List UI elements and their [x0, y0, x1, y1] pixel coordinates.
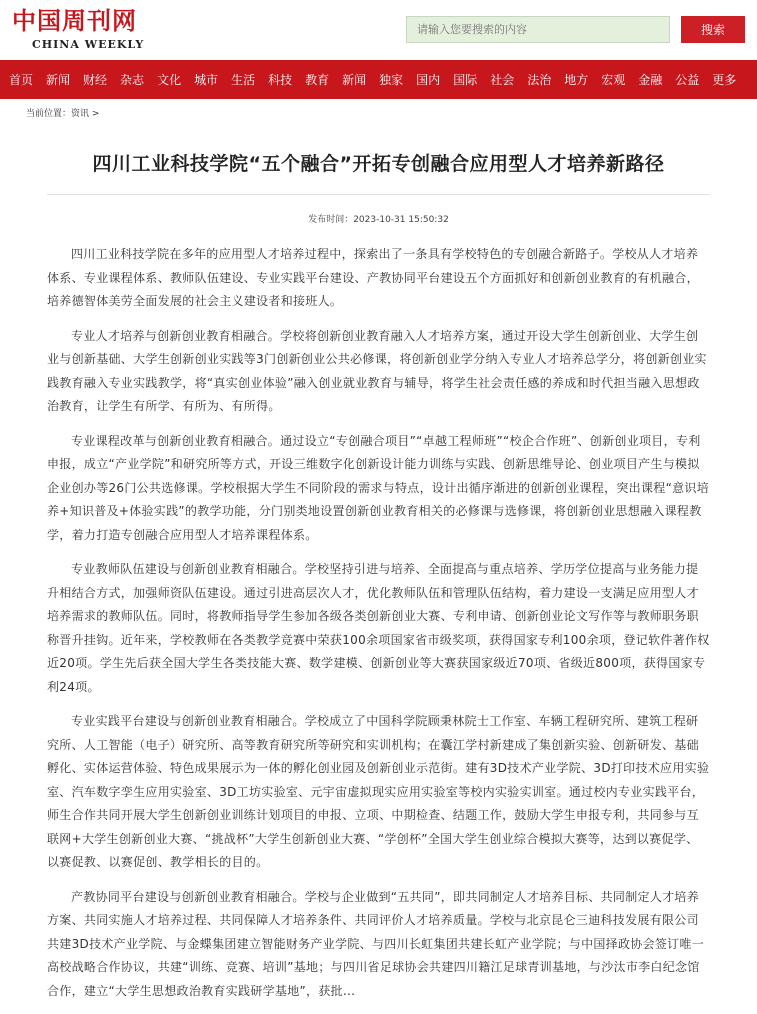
logo-english-text: CHINA WEEKLY [32, 38, 145, 51]
nav-item-law[interactable]: 法治 [527, 73, 552, 87]
article-paragraph: 产教协同平台建设与创新创业教育相融合。学校与企业做到“五共同”，即共同制定人才培养目标、共同制定人才培养方案、共同实施人才培养过程、共同保障人才培养条件、共同评价人才培养质量。学校与北京昆仑三迪科技发展有限公司共建3D技术产业学院、与金蝶集团建立智能财务产业学院、与四川长虹集团共建长虹产业学院；与中国择政协会签订唯一高校战略合作协议，共建“训练、竞赛、培训”基地；与四川省足球协会共建四川籍江足球青训基地，与沙汰市李白纪念馆合作，建立“大学生思想政治教育实践研学基地”，获批... [47, 889, 705, 998]
title-divider [47, 194, 710, 195]
nav-item-news-2[interactable]: 新闻 [342, 73, 367, 87]
nav-item-macro[interactable]: 宏观 [601, 73, 626, 87]
nav-item-magazine[interactable]: 杂志 [120, 73, 145, 87]
main-nav [0, 60, 757, 99]
article-paragraph: 四川工业科技学院在多年的应用型人才培养过程中，探索出了一条具有学校特色的专创融合新路子。学校从人才培养体系、专业课程体系、教师队伍建设、专业实践平台建设、产教协同平台建设五个方面抓好和创新创业教育的有机融合，培养德智体美劳全面发展的社会主义建设者和接班人。 [47, 247, 699, 308]
nav-item-domestic[interactable]: 国内 [416, 73, 441, 87]
publish-time: 发布时间：2023-10-31 15:50:32 [308, 215, 449, 225]
article-paragraph: 专业人才培养与创新创业教育相融合。学校将创新创业教育融入人才培养方案，通过开设大学生创新创业、大学生创业与创新基础、大学生创新创业实践等3门创新创业公共必修课，将创新创业学分纳入专业人才培养总学分，将创新创业实践教育融入专业实践教学，将“真实创业体验”融入创业就业教育与辅导，将学生社会责任感的养成和时代担当融入思想政治教育，让学生有所学、有所为、有所得。 [47, 328, 707, 413]
nav-item-society[interactable]: 社会 [490, 73, 515, 87]
logo-chinese-text: 中国周刊网 [12, 6, 137, 35]
search-button[interactable]: 搜索 [681, 16, 745, 43]
nav-item-culture[interactable]: 文化 [157, 73, 182, 87]
article-paragraph: 专业实践平台建设与创新创业教育相融合。学校成立了中国科学院顾秉林院士工作室、车辆工程研究所、建筑工程研究所、人工智能（电子）研究所、高等教育研究所等研究和实训机构；在囊江学村新建成了集创新实验、创新研发、基础孵化、实体运营体验、特色成果展示为一体的孵化创业园及创新创业示范街。建有3D技术产业学院、3D打印技术应用实验室、汽车数字孪生应用实验室、3D工坊实验室、元宇宙虚拟现实应用实验室等校内实验实训室。通过校内专业实践平台，师生合作共同开展大学生创新创业训练计划项目的申报、立项、中期检查、结题工作，鼓励大学生申报专利，共同参与互联网+大学生创新创业大赛、“挑战杯”大学生创新创业大赛、“学创杯”全国大学生创业综合模拟大赛等，达到以赛促学、以赛促教、以赛促创、教学相长的目的。 [47, 714, 710, 869]
nav-item-local[interactable]: 地方 [564, 73, 589, 87]
article-title: 四川工业科技学院“五个融合”开拓专创融合应用型人才培养新路径 [92, 153, 665, 175]
article [47, 130, 710, 1014]
article-paragraph: 专业课程改革与创新创业教育相融合。通过设立“专创融合项目”“卓越工程师班”“校企合作班”、创新创业项目，专利申报，成立“产业学院”和研究所等方式，开设三维数字化创新设计能力训练与实践、创新思维导论、创业项目产生与模拟企业创办等26门公共选修课。学校根据大学生不同阶段的需求与特点，设计出循序渐进的创新创业课程，突出课程“意识培养+知识普及+体验实践”的教学功能，分门别类地设置创新创业教育相关的必修课与选修课，将创新创业思想融入课程教学，着力打造专创融合应用型人才培养课程体系。 [47, 433, 709, 542]
nav-item-city[interactable]: 城市 [194, 73, 219, 87]
site-logo[interactable] [12, 6, 152, 51]
nav-item-education[interactable]: 教育 [305, 73, 330, 87]
nav-item-tech[interactable]: 科技 [268, 73, 293, 87]
search-input[interactable] [406, 16, 670, 43]
nav-item-exclusive[interactable]: 独家 [379, 73, 404, 87]
breadcrumb[interactable]: 当前位置：资讯 > [26, 109, 100, 119]
article-paragraph: 专业教师队伍建设与创新创业教育相融合。学校坚持引进与培养、全面提高与重点培养、学历学位提高与业务能力提升相结合方式，加强师资队伍建设。通过引进高层次人才，优化教师队伍和管理队伍结构，着力建设一支满足应用型人才培养需求的教师队伍。同时，将教师指导学生参加各级各类创新创业大赛、专利申请、创新创业论文写作等与教师职务职称晋升挂钩。近年来，学校教师在各类教学竞赛中荣获100余项国家省市级奖项，获得国家专利100余项，登记软件著作权近20项。学生先后获全国大学生各类技能大赛、数学建模、创新创业等大赛获国家级近70项、省级近800项，获得国家专利24项。 [47, 562, 710, 694]
site-header [0, 0, 757, 60]
nav-item-home[interactable]: 首页 [9, 73, 34, 87]
nav-item-finance[interactable]: 财经 [83, 73, 108, 87]
nav-item-banking[interactable]: 金融 [638, 73, 663, 87]
nav-item-life[interactable]: 生活 [231, 73, 256, 87]
nav-item-more[interactable]: 更多 [712, 73, 737, 87]
article-body [47, 243, 710, 1003]
nav-item-international[interactable]: 国际 [453, 73, 478, 87]
nav-item-charity[interactable]: 公益 [675, 73, 700, 87]
nav-item-news[interactable]: 新闻 [46, 73, 71, 87]
